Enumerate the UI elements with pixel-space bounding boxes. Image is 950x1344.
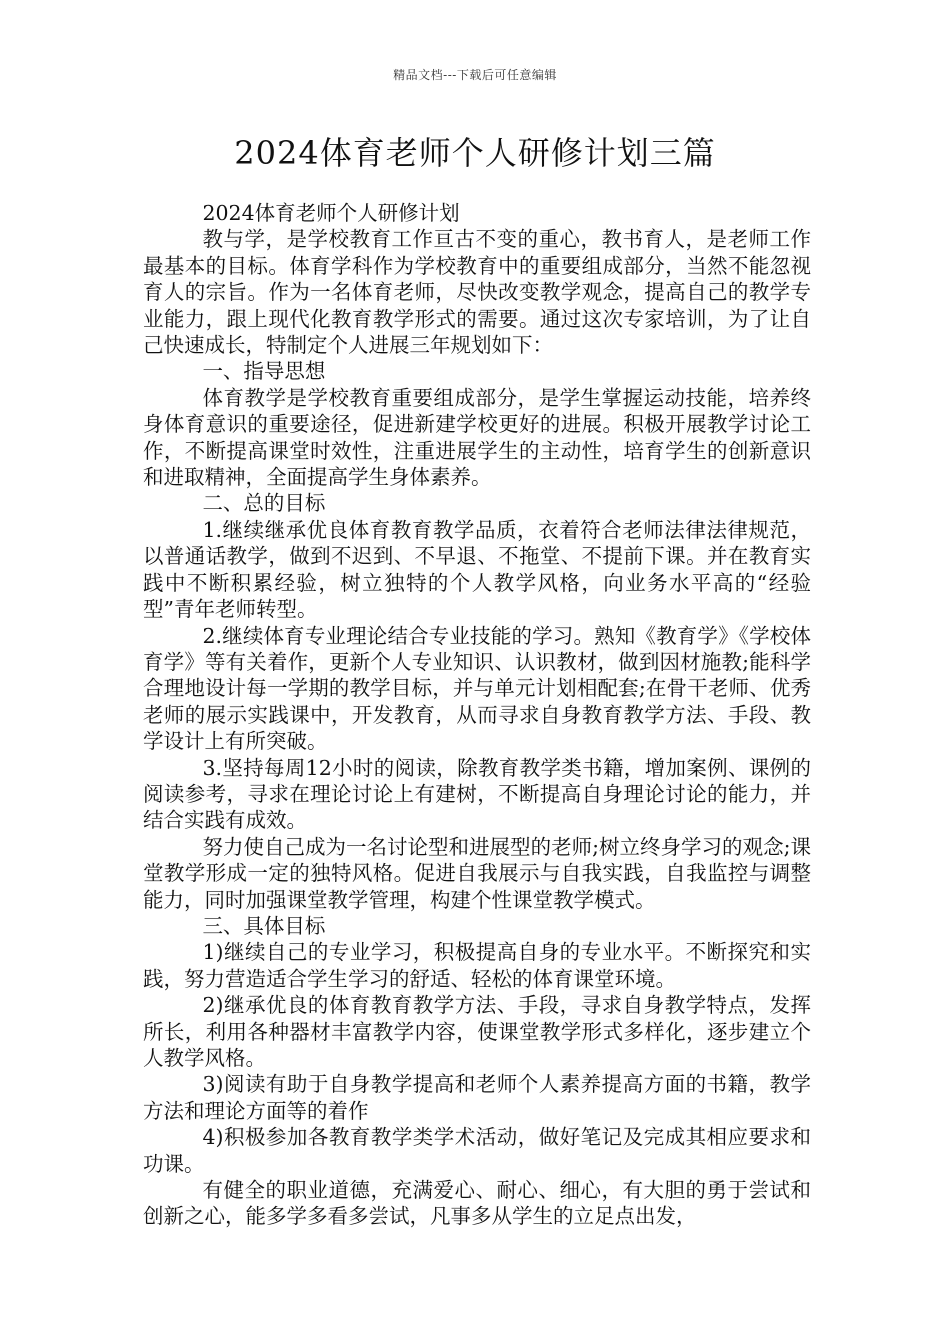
specific-goal-item-1: 1)继续自己的专业学习，积极提高自身的专业水平。不断探究和实践，努力营造适合学生学习的舒适、轻松的体育课堂环境。 xyxy=(143,940,811,991)
goal-summary-paragraph: 努力使自己成为一名讨论型和进展型的老师;树立终身学习的观念;课堂教学形成一定的独特风格。促进自我展示与自我实践，自我监控与调整能力，同时加强课堂教学管理，构建个性课堂教学模式。 xyxy=(143,834,811,912)
section-heading-overall-goals: 二、总的目标 xyxy=(202,491,326,516)
section-heading-guiding-thought: 一、指导思想 xyxy=(202,359,326,384)
header-note: 精品文档---下载后可任意编辑 xyxy=(393,68,557,82)
specific-goal-item-2: 2)继承优良的体育教育教学方法、手段，寻求自身教学特点，发挥所长，利用各种器材丰富教学内容，使课堂教学形式多样化，逐步建立个人教学风格。 xyxy=(143,993,811,1070)
guiding-thought-paragraph: 体育教学是学校教育重要组成部分，是学生掌握运动技能，培养终身体育意识的重要途径，促进新建学校更好的进展。积极开展教学讨论工作，不断提高课堂时效性，注重进展学生的主动性，培育学生的创新意识和进取精神，全面提高学生身体素养。 xyxy=(143,385,811,490)
specific-goal-item-4: 4)积极参加各教育教学类学术活动，做好笔记及完成其相应要求和功课。 xyxy=(143,1125,811,1176)
document-title: 2024体育老师个人研修计划三篇 xyxy=(234,134,716,172)
intro-paragraph: 教与学，是学校教育工作亘古不变的重心，教书育人，是老师工作最基本的目标。体育学科作为学校教育中的重要组成部分，当然不能忽视育人的宗旨。作为一名体育老师，尽快改变教学观念，提高自己的教学专业能力，跟上现代化教育教学形式的需要。通过这次专家培训，为了让自己快速成长，特制定个人进展三年规划如下： xyxy=(143,227,811,358)
goal-item-2: 2.继续体育专业理论结合专业技能的学习。熟知《教育学》《学校体育学》等有关着作，更新个人专业知识、认识教材，做到因材施教;能科学合理地设计每一学期的教学目标，并与单元计划相配套;在骨干老师、优秀老师的展示实践课中，开发教育，从而寻求自身教育教学方法、手段、教学设计上有所突破。 xyxy=(143,623,811,754)
section-heading-specific-goals: 三、具体目标 xyxy=(202,913,326,938)
closing-paragraph: 有健全的职业道德，充满爱心、耐心、细心，有大胆的勇于尝试和创新之心，能多学多看多尝试，凡事多从学生的立足点出发， xyxy=(143,1178,811,1229)
goal-item-3: 3.坚持每周12小时的阅读，除教育教学类书籍，增加案例、课例的阅读参考，寻求在理论讨论上有建树，不断提高自身理论讨论的能力，并结合实践有成效。 xyxy=(143,755,811,833)
document-body xyxy=(143,200,811,1230)
goal-item-1: 1.继续继承优良体育教育教学品质，衣着符合老师法律法律规范，以普通话教学，做到不迟到、不早退、不拖堂、不提前下课。并在教育实践中不断积累经验，树立独特的个人教学风格，向业务水平高的“经验型”青年老师转型。 xyxy=(143,517,811,622)
subtitle-paragraph: 2024体育老师个人研修计划 xyxy=(202,201,460,225)
specific-goal-item-3: 3)阅读有助于自身教学提高和老师个人素养提高方面的书籍，教学方法和理论方面等的着作 xyxy=(143,1072,811,1123)
